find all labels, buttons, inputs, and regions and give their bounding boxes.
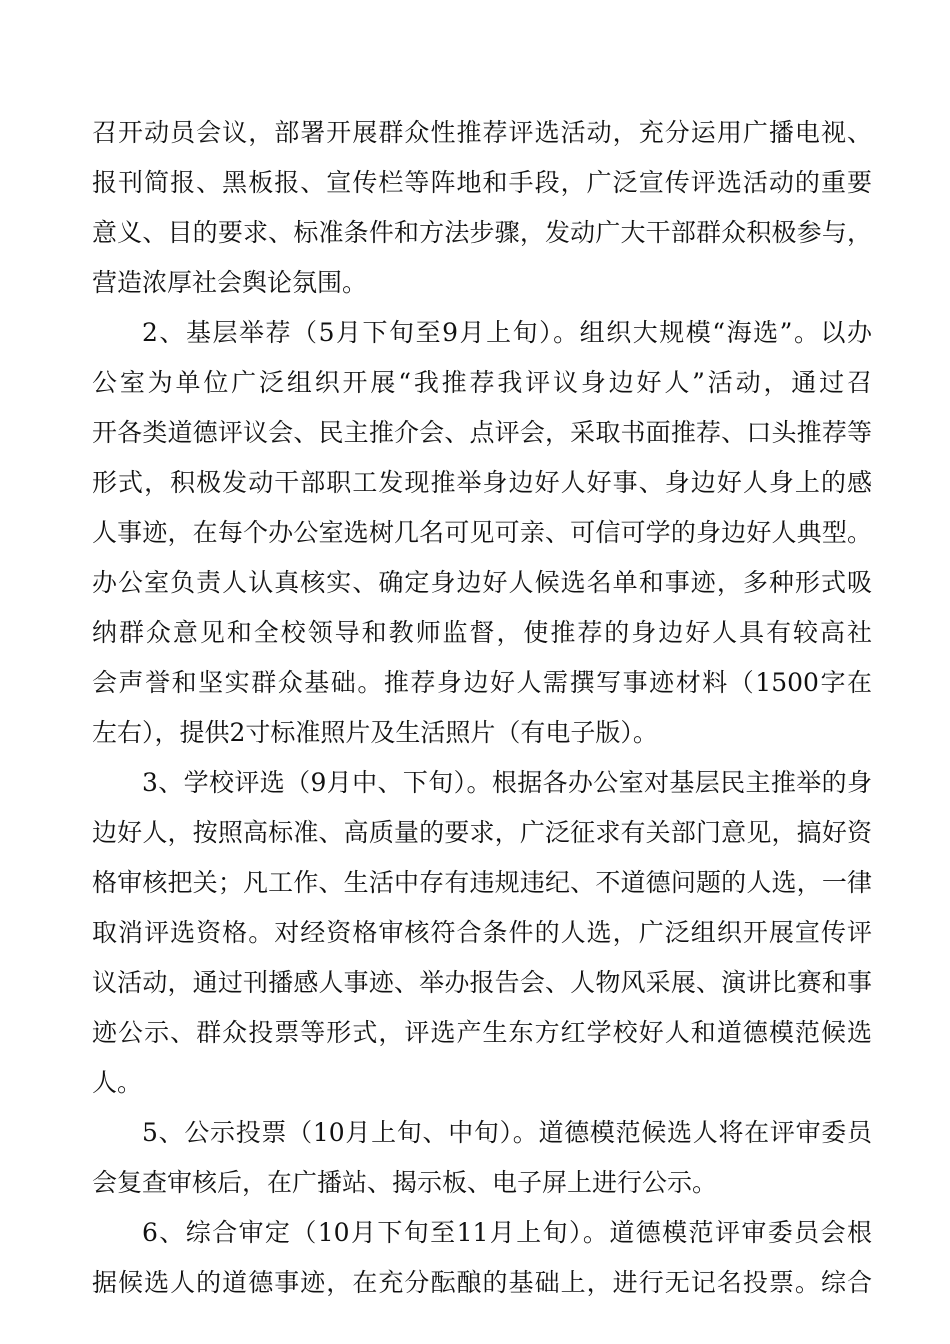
text-line: 纳群众意见和全校领导和教师监督，使推荐的身边好人具有较高社 <box>92 618 872 647</box>
paragraph-first-line: 3、学校评选（9月中、下旬）。根据各办公室对基层民主推举的身 <box>142 768 872 797</box>
text-line: 取消评选资格。对经资格审核符合条件的人选，广泛组织开展宣传评 <box>92 918 872 947</box>
text-line: 办公室负责人认真核实、确定身边好人候选名单和事迹，多种形式吸 <box>92 568 872 597</box>
text-line: 左右），提供2寸标准照片及生活照片（有电子版）。 <box>92 718 658 747</box>
text-line: 格审核把关；凡工作、生活中存有违规违纪、不道德问题的人选，一律 <box>92 868 872 897</box>
text-line: 形式，积极发动干部职工发现推举身边好人好事、身边好人身上的感 <box>92 468 872 497</box>
text-line: 开各类道德评议会、民主推介会、点评会，采取书面推荐、口头推荐等 <box>92 418 872 447</box>
text-line: 营造浓厚社会舆论氛围。 <box>92 268 368 297</box>
text-line: 据候选人的道德事迹，在充分酝酿的基础上，进行无记名投票。综合 <box>92 1268 872 1297</box>
text-line: 召开动员会议，部署开展群众性推荐评选活动，充分运用广播电视、 <box>92 118 872 147</box>
text-line: 边好人，按照高标准、高质量的要求，广泛征求有关部门意见，搞好资 <box>92 818 872 847</box>
text-line: 会声誉和坚实群众基础。推荐身边好人需撰写事迹材料（1500字在 <box>92 668 872 697</box>
paragraph-first-line: 6、综合审定（10月下旬至11月上旬）。道德模范评审委员会根 <box>142 1218 872 1247</box>
text-line: 意义、目的要求、标准条件和方法步骤，发动广大干部群众积极参与， <box>92 218 872 247</box>
text-line: 会复查审核后，在广播站、揭示板、电子屏上进行公示。 <box>92 1168 718 1197</box>
text-line: 报刊简报、黑板报、宣传栏等阵地和手段，广泛宣传评选活动的重要 <box>92 168 872 197</box>
text-line: 迹公示、群众投票等形式，评选产生东方红学校好人和道德模范候选 <box>92 1018 872 1047</box>
text-line: 公室为单位广泛组织开展“我推荐我评议身边好人”活动，通过召 <box>92 368 872 397</box>
text-line: 议活动，通过刊播感人事迹、举办报告会、人物风采展、演讲比赛和事 <box>92 968 872 997</box>
document-body <box>92 108 872 1308</box>
text-line: 人事迹，在每个办公室选树几名可见可亲、可信可学的身边好人典型。 <box>92 518 872 547</box>
paragraph-first-line: 2、基层举荐（5月下旬至9月上旬）。组织大规模“海选”。以办 <box>142 318 872 347</box>
paragraph-first-line: 5、公示投票（10月上旬、中旬）。道德模范候选人将在评审委员 <box>142 1118 872 1147</box>
text-line: 人。 <box>92 1068 143 1097</box>
